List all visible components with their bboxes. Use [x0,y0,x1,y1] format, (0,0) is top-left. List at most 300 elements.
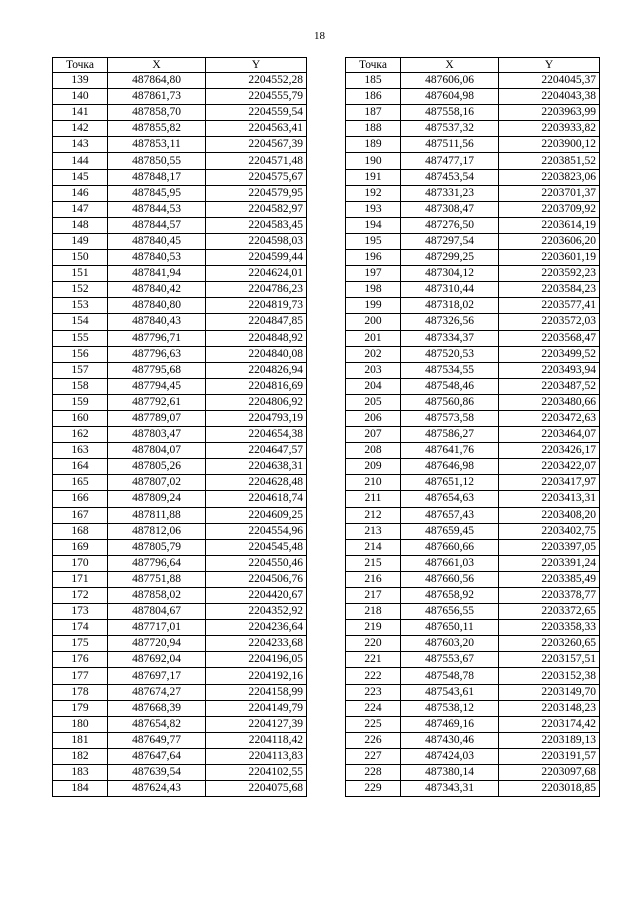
x-cell: 487326,56 [401,314,499,330]
x-cell: 487538,12 [401,700,499,716]
table-row [346,620,600,636]
point-cell: 148 [53,217,108,233]
table-row [346,475,600,491]
y-cell: 2204647,57 [206,443,307,459]
point-cell: 226 [346,732,401,748]
point-cell: 166 [53,491,108,507]
y-cell: 2204847,85 [206,314,307,330]
table-row [53,137,307,153]
point-cell: 178 [53,684,108,700]
point-cell: 204 [346,378,401,394]
point-cell: 214 [346,539,401,555]
x-cell: 487804,67 [108,604,206,620]
y-cell: 2203260,65 [499,636,600,652]
table-row [53,105,307,121]
x-cell: 487751,88 [108,571,206,587]
table-row [53,201,307,217]
table-row [346,700,600,716]
header-y: Y [206,58,307,73]
y-cell: 2203378,77 [499,588,600,604]
y-cell: 2204127,39 [206,716,307,732]
point-cell: 223 [346,684,401,700]
y-cell: 2203499,52 [499,346,600,362]
point-cell: 228 [346,765,401,781]
point-cell: 225 [346,716,401,732]
y-cell: 2204582,97 [206,201,307,217]
table-row [53,346,307,362]
point-cell: 188 [346,121,401,137]
x-cell: 487796,63 [108,346,206,362]
table-row [346,330,600,346]
y-cell: 2204563,41 [206,121,307,137]
table-header-row [346,58,600,73]
y-cell: 2204559,54 [206,105,307,121]
point-cell: 201 [346,330,401,346]
y-cell: 2203963,99 [499,105,600,121]
x-cell: 487430,46 [401,732,499,748]
y-cell: 2203487,52 [499,378,600,394]
y-cell: 2203572,03 [499,314,600,330]
y-cell: 2203480,66 [499,394,600,410]
table-row [53,716,307,732]
y-cell: 2204043,38 [499,89,600,105]
header-point: Точка [53,58,108,73]
coordinates-table-left [52,57,307,797]
table-row [53,620,307,636]
table-row [346,282,600,298]
table-row [346,636,600,652]
y-cell: 2203568,47 [499,330,600,346]
y-cell: 2204826,94 [206,362,307,378]
point-cell: 167 [53,507,108,523]
table-row [346,362,600,378]
x-cell: 487469,16 [401,716,499,732]
point-cell: 224 [346,700,401,716]
table-row [346,201,600,217]
point-cell: 216 [346,571,401,587]
y-cell: 2204552,28 [206,73,307,89]
x-cell: 487604,98 [401,89,499,105]
point-cell: 173 [53,604,108,620]
table-row [346,571,600,587]
y-cell: 2203584,23 [499,282,600,298]
table-row [53,250,307,266]
y-cell: 2204118,42 [206,732,307,748]
table-row [346,555,600,571]
table-row [53,378,307,394]
y-cell: 2204786,23 [206,282,307,298]
point-cell: 220 [346,636,401,652]
point-cell: 205 [346,394,401,410]
table-row [346,394,600,410]
point-cell: 145 [53,169,108,185]
x-cell: 487624,43 [108,781,206,797]
table-row [346,684,600,700]
y-cell: 2203900,12 [499,137,600,153]
y-cell: 2204420,67 [206,588,307,604]
table-row [53,684,307,700]
point-cell: 185 [346,73,401,89]
y-cell: 2203174,42 [499,716,600,732]
table-row [346,410,600,426]
point-cell: 186 [346,89,401,105]
y-cell: 2203372,65 [499,604,600,620]
y-cell: 2204819,73 [206,298,307,314]
y-cell: 2204599,44 [206,250,307,266]
x-cell: 487650,11 [401,620,499,636]
table-row [53,185,307,201]
y-cell: 2204102,55 [206,765,307,781]
y-cell: 2204233,68 [206,636,307,652]
x-cell: 487657,43 [401,507,499,523]
point-cell: 156 [53,346,108,362]
x-cell: 487318,02 [401,298,499,314]
y-cell: 2204192,16 [206,668,307,684]
y-cell: 2204149,79 [206,700,307,716]
x-cell: 487560,86 [401,394,499,410]
x-cell: 487639,54 [108,765,206,781]
y-cell: 2204555,79 [206,89,307,105]
point-cell: 152 [53,282,108,298]
y-cell: 2203472,63 [499,410,600,426]
x-cell: 487796,64 [108,555,206,571]
table-row [53,604,307,620]
point-cell: 162 [53,427,108,443]
point-cell: 164 [53,459,108,475]
y-cell: 2204848,92 [206,330,307,346]
point-cell: 149 [53,233,108,249]
table-row [346,137,600,153]
table-row [53,571,307,587]
x-cell: 487276,50 [401,217,499,233]
y-cell: 2203148,23 [499,700,600,716]
x-cell: 487586,27 [401,427,499,443]
table-row [346,217,600,233]
x-cell: 487841,94 [108,266,206,282]
table-row [346,121,600,137]
table-row [53,539,307,555]
x-cell: 487858,70 [108,105,206,121]
point-cell: 143 [53,137,108,153]
x-cell: 487807,02 [108,475,206,491]
table-row [346,716,600,732]
x-cell: 487844,53 [108,201,206,217]
x-cell: 487380,14 [401,765,499,781]
point-cell: 213 [346,523,401,539]
y-cell: 2204545,48 [206,539,307,555]
table-row [346,523,600,539]
table-row [346,378,600,394]
y-cell: 2204579,95 [206,185,307,201]
x-cell: 487864,80 [108,73,206,89]
table-row [346,748,600,764]
table-row [53,427,307,443]
table-row [346,427,600,443]
y-cell: 2203397,05 [499,539,600,555]
point-cell: 217 [346,588,401,604]
point-cell: 158 [53,378,108,394]
point-cell: 172 [53,588,108,604]
table-row [346,89,600,105]
y-cell: 2204816,69 [206,378,307,394]
table-row [53,732,307,748]
point-cell: 208 [346,443,401,459]
y-cell: 2203189,13 [499,732,600,748]
x-cell: 487537,32 [401,121,499,137]
table-row [53,314,307,330]
y-cell: 2204554,96 [206,523,307,539]
point-cell: 210 [346,475,401,491]
point-cell: 150 [53,250,108,266]
point-cell: 199 [346,298,401,314]
point-cell: 192 [346,185,401,201]
point-cell: 180 [53,716,108,732]
x-cell: 487697,17 [108,668,206,684]
y-cell: 2203592,23 [499,266,600,282]
table-row [346,185,600,201]
point-cell: 171 [53,571,108,587]
x-cell: 487848,17 [108,169,206,185]
point-cell: 174 [53,620,108,636]
table-row [53,459,307,475]
x-cell: 487805,26 [108,459,206,475]
point-cell: 144 [53,153,108,169]
point-cell: 147 [53,201,108,217]
point-cell: 200 [346,314,401,330]
x-cell: 487855,82 [108,121,206,137]
point-cell: 190 [346,153,401,169]
x-cell: 487424,03 [401,748,499,764]
x-cell: 487803,47 [108,427,206,443]
point-cell: 151 [53,266,108,282]
point-cell: 191 [346,169,401,185]
y-cell: 2203385,49 [499,571,600,587]
y-cell: 2204506,76 [206,571,307,587]
x-cell: 487840,80 [108,298,206,314]
point-cell: 211 [346,491,401,507]
x-cell: 487658,92 [401,588,499,604]
header-y: Y [499,58,600,73]
point-cell: 193 [346,201,401,217]
point-cell: 227 [346,748,401,764]
table-row [346,298,600,314]
table-row [53,443,307,459]
y-cell: 2204567,39 [206,137,307,153]
table-row [53,362,307,378]
point-cell: 154 [53,314,108,330]
point-cell: 141 [53,105,108,121]
table-row [53,217,307,233]
point-cell: 194 [346,217,401,233]
table-row [53,394,307,410]
point-cell: 189 [346,137,401,153]
y-cell: 2204638,31 [206,459,307,475]
table-row [53,507,307,523]
table-row [346,765,600,781]
header-x: X [401,58,499,73]
y-cell: 2204840,08 [206,346,307,362]
point-cell: 184 [53,781,108,797]
table-row [346,491,600,507]
point-cell: 177 [53,668,108,684]
table-row [346,169,600,185]
x-cell: 487646,98 [401,459,499,475]
point-cell: 176 [53,652,108,668]
y-cell: 2203493,94 [499,362,600,378]
y-cell: 2204236,64 [206,620,307,636]
point-cell: 169 [53,539,108,555]
x-cell: 487511,56 [401,137,499,153]
y-cell: 2204806,92 [206,394,307,410]
y-cell: 2204624,01 [206,266,307,282]
table-row [346,73,600,89]
x-cell: 487840,42 [108,282,206,298]
x-cell: 487558,16 [401,105,499,121]
coordinates-table-right [345,57,600,797]
x-cell: 487804,07 [108,443,206,459]
x-cell: 487304,12 [401,266,499,282]
x-cell: 487792,61 [108,394,206,410]
x-cell: 487845,95 [108,185,206,201]
y-cell: 2203601,19 [499,250,600,266]
table-row [346,781,600,797]
point-cell: 163 [53,443,108,459]
y-cell: 2204575,67 [206,169,307,185]
x-cell: 487661,03 [401,555,499,571]
x-cell: 487310,44 [401,282,499,298]
y-cell: 2203417,97 [499,475,600,491]
x-cell: 487717,01 [108,620,206,636]
x-cell: 487805,79 [108,539,206,555]
table-row [53,781,307,797]
y-cell: 2204609,25 [206,507,307,523]
y-cell: 2204793,19 [206,410,307,426]
y-cell: 2204550,46 [206,555,307,571]
x-cell: 487853,11 [108,137,206,153]
y-cell: 2203408,20 [499,507,600,523]
point-cell: 229 [346,781,401,797]
y-cell: 2203426,17 [499,443,600,459]
table-row [346,459,600,475]
x-cell: 487668,39 [108,700,206,716]
y-cell: 2203606,20 [499,233,600,249]
y-cell: 2203149,70 [499,684,600,700]
x-cell: 487844,57 [108,217,206,233]
y-cell: 2203152,38 [499,668,600,684]
x-cell: 487861,73 [108,89,206,105]
x-cell: 487796,71 [108,330,206,346]
table-row [53,636,307,652]
x-cell: 487651,12 [401,475,499,491]
y-cell: 2203391,24 [499,555,600,571]
point-cell: 202 [346,346,401,362]
x-cell: 487331,23 [401,185,499,201]
table-row [346,604,600,620]
point-cell: 168 [53,523,108,539]
table-row [346,507,600,523]
x-cell: 487573,58 [401,410,499,426]
x-cell: 487334,37 [401,330,499,346]
x-cell: 487553,67 [401,652,499,668]
table-row [346,539,600,555]
point-cell: 183 [53,765,108,781]
table-row [346,266,600,282]
point-cell: 182 [53,748,108,764]
y-cell: 2203464,07 [499,427,600,443]
x-cell: 487654,63 [401,491,499,507]
table-row [53,652,307,668]
table-row [346,588,600,604]
table-row [53,330,307,346]
y-cell: 2204571,48 [206,153,307,169]
x-cell: 487840,45 [108,233,206,249]
x-cell: 487692,04 [108,652,206,668]
point-cell: 187 [346,105,401,121]
x-cell: 487809,24 [108,491,206,507]
table-row [53,298,307,314]
table-row [53,169,307,185]
y-cell: 2203402,75 [499,523,600,539]
point-cell: 160 [53,410,108,426]
point-cell: 140 [53,89,108,105]
table-row [346,652,600,668]
x-cell: 487606,06 [401,73,499,89]
table-row [53,410,307,426]
table-row [346,233,600,249]
y-cell: 2203709,92 [499,201,600,217]
y-cell: 2203157,51 [499,652,600,668]
table-row [53,233,307,249]
table-row [53,282,307,298]
x-cell: 487647,64 [108,748,206,764]
y-cell: 2203577,41 [499,298,600,314]
x-cell: 487520,53 [401,346,499,362]
table-row [53,700,307,716]
x-cell: 487811,88 [108,507,206,523]
point-cell: 181 [53,732,108,748]
table-row [53,491,307,507]
y-cell: 2203191,57 [499,748,600,764]
point-cell: 142 [53,121,108,137]
table-row [346,105,600,121]
point-cell: 197 [346,266,401,282]
y-cell: 2204075,68 [206,781,307,797]
table-row [53,765,307,781]
point-cell: 165 [53,475,108,491]
table-row [53,89,307,105]
x-cell: 487308,47 [401,201,499,217]
x-cell: 487543,61 [401,684,499,700]
x-cell: 487548,46 [401,378,499,394]
point-cell: 175 [53,636,108,652]
point-cell: 155 [53,330,108,346]
y-cell: 2204583,45 [206,217,307,233]
y-cell: 2203018,85 [499,781,600,797]
point-cell: 139 [53,73,108,89]
y-cell: 2203413,31 [499,491,600,507]
y-cell: 2204654,38 [206,427,307,443]
point-cell: 159 [53,394,108,410]
x-cell: 487641,76 [401,443,499,459]
x-cell: 487649,77 [108,732,206,748]
y-cell: 2203614,19 [499,217,600,233]
y-cell: 2203358,33 [499,620,600,636]
table-row [53,555,307,571]
y-cell: 2203933,82 [499,121,600,137]
x-cell: 487656,55 [401,604,499,620]
point-cell: 221 [346,652,401,668]
point-cell: 179 [53,700,108,716]
